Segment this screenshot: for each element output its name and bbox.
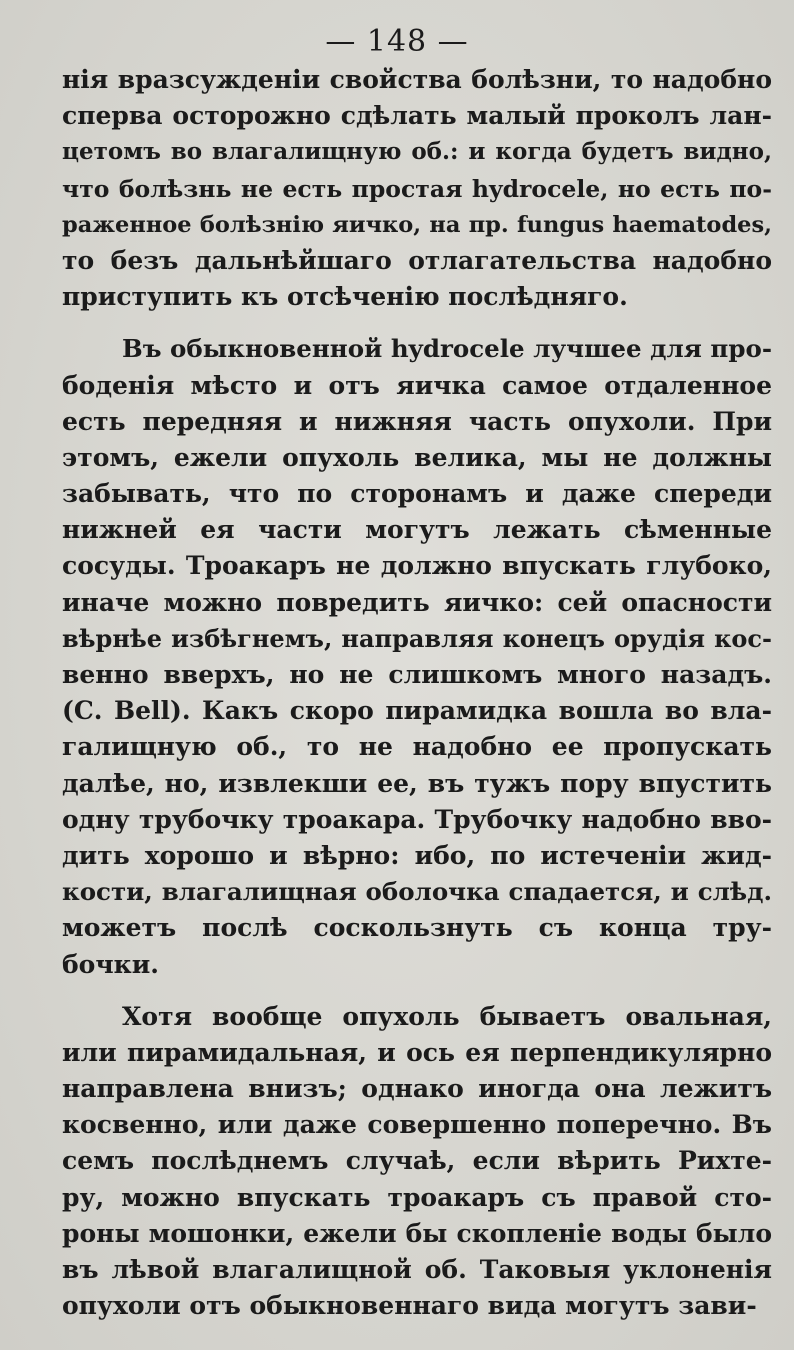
text-line: можетъ послѣ соскользнуть съ конца тру- — [62, 913, 772, 943]
text-line: роны мошонки, ежели бы скопленіе воды было — [62, 1218, 772, 1248]
text-line: этомъ, ежели опухоль велика, мы не должны — [62, 442, 772, 472]
text-line: галищную об., то не надобно ее пропускать — [62, 732, 772, 762]
text-line: сосуды. Троакаръ не должно впускать глубоко, — [62, 551, 772, 581]
text-line: опухоли отъ обыкновеннаго вида могутъ зави- — [62, 1291, 757, 1321]
paragraph — [62, 331, 772, 982]
text-line: боденія мѣсто и отъ яичка самое отдаленное — [62, 370, 772, 400]
text-line: то безъ дальнѣйшаго отлагательства надобно — [62, 245, 772, 275]
text-line: одну трубочку троакара. Трубочку надобно вво- — [62, 804, 772, 834]
text-line: иначе можно повредить яичко: сей опасности — [62, 587, 772, 617]
text-line: есть передняя и нижняя часть опухоли. При — [62, 406, 772, 436]
page-number: — 148 — — [325, 24, 469, 59]
text-line: вѣрнѣе избѣгнемъ, направляя конецъ орудія кос- — [62, 623, 772, 653]
text-line: бочки. — [62, 949, 159, 979]
text-line: Въ обыкновенной hydrocele лучшее для про- — [122, 334, 772, 364]
text-line: далѣе, но, извлекши ее, въ тужъ пору впустить — [62, 768, 772, 798]
text-line: или пирамидальная, и ось ея перпендикулярно — [62, 1037, 772, 1067]
text-line: направлена внизъ; однако иногда она лежитъ — [62, 1074, 772, 1104]
paragraph — [62, 999, 772, 1325]
paragraph — [62, 62, 772, 315]
text-line: Хотя вообще опухоль бываетъ овальная, — [122, 1001, 772, 1031]
text-line: нія вразсужденіи свойства болѣзни, то надобно — [62, 65, 772, 94]
text-line: косвенно, или даже совершенно поперечно. Въ — [62, 1110, 772, 1140]
text-line: забывать, что по сторонамъ и даже спереди — [62, 479, 772, 509]
text-line: нижней ея части могутъ лежать сѣменные — [62, 515, 772, 545]
body-text — [62, 62, 772, 1324]
text-line: семъ послѣднемъ случаѣ, если вѣрить Рихте- — [62, 1146, 772, 1176]
text-line: что болѣзнь не есть простая hydrocele, но есть по- — [62, 174, 772, 203]
text-line: сперва осторожно сдѣлать малый проколъ лан- — [62, 101, 772, 131]
text-line: ру, можно впускать троакаръ съ правой сто- — [62, 1182, 772, 1212]
text-line: венно вверхъ, но не слишкомъ много назадъ. — [62, 660, 772, 689]
paragraph-gap — [62, 983, 772, 999]
text-line: кости, влагалищная оболочка спадается, и слѣд. — [62, 877, 772, 907]
text-line: приступить къ отсѣченію послѣдняго. — [62, 282, 628, 312]
paragraph-gap — [62, 315, 772, 331]
text-line: раженное болѣзнію яичко, на пр. fungus haematodes, — [62, 211, 772, 238]
text-line: (С. Bell). Какъ скоро пирамидка вошла во вла- — [62, 696, 772, 726]
text-line: дить хорошо и вѣрно: ибо, по истеченіи жид- — [62, 840, 772, 870]
text-line: въ лѣвой влагалищной об. Таковыя уклоненія — [62, 1255, 772, 1284]
text-line: цетомъ во влагалищную об.: и когда будетъ видно, — [62, 138, 772, 166]
